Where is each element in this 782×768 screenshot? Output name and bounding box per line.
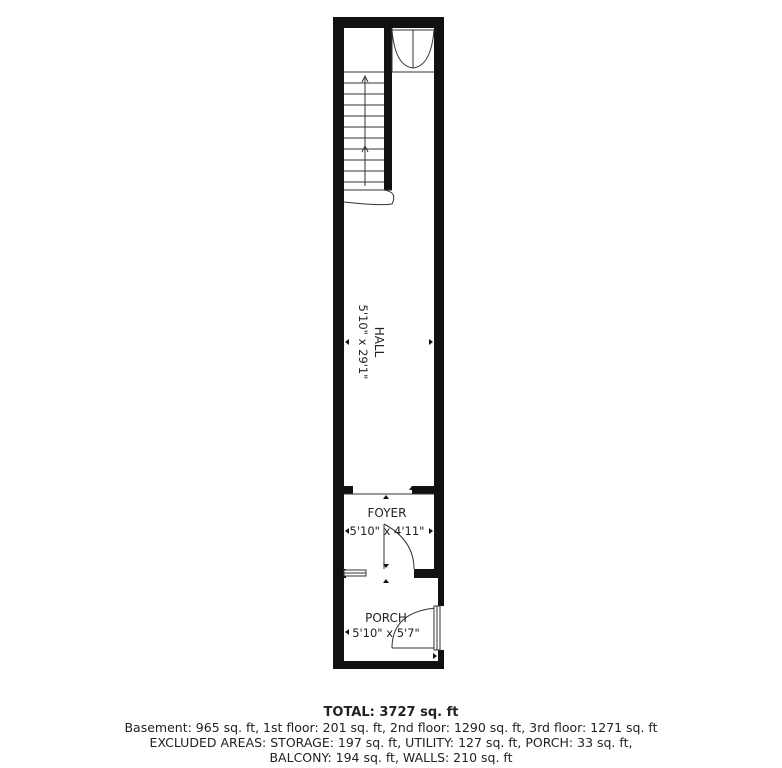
door-top	[392, 28, 434, 72]
hall-dimensions: 5'10" x 29'1"	[356, 304, 370, 380]
foyer-name: FOYER	[367, 506, 407, 520]
excluded-areas-cont: BALCONY: 194 sq. ft, WALLS: 210 sq. ft	[269, 750, 513, 765]
total-area: TOTAL: 3727 sq. ft	[323, 705, 459, 720]
stairs	[344, 28, 394, 205]
hall-name: HALL	[372, 326, 386, 358]
hall-label	[356, 305, 386, 380]
foyer-dimensions: 5'10" x 4'11"	[349, 524, 425, 538]
porch-name: PORCH	[365, 611, 407, 625]
porch-dimensions: 5'10" x 5'7"	[352, 626, 420, 640]
floor-areas: Basement: 965 sq. ft, 1st floor: 201 sq. ft, 2nd floor: 1290 sq. ft, 3rd floor: 1271 sq. ft	[124, 720, 658, 735]
excluded-areas: EXCLUDED AREAS: STORAGE: 197 sq. ft, UTILITY: 127 sq. ft, PORCH: 33 sq. ft,	[149, 735, 633, 750]
